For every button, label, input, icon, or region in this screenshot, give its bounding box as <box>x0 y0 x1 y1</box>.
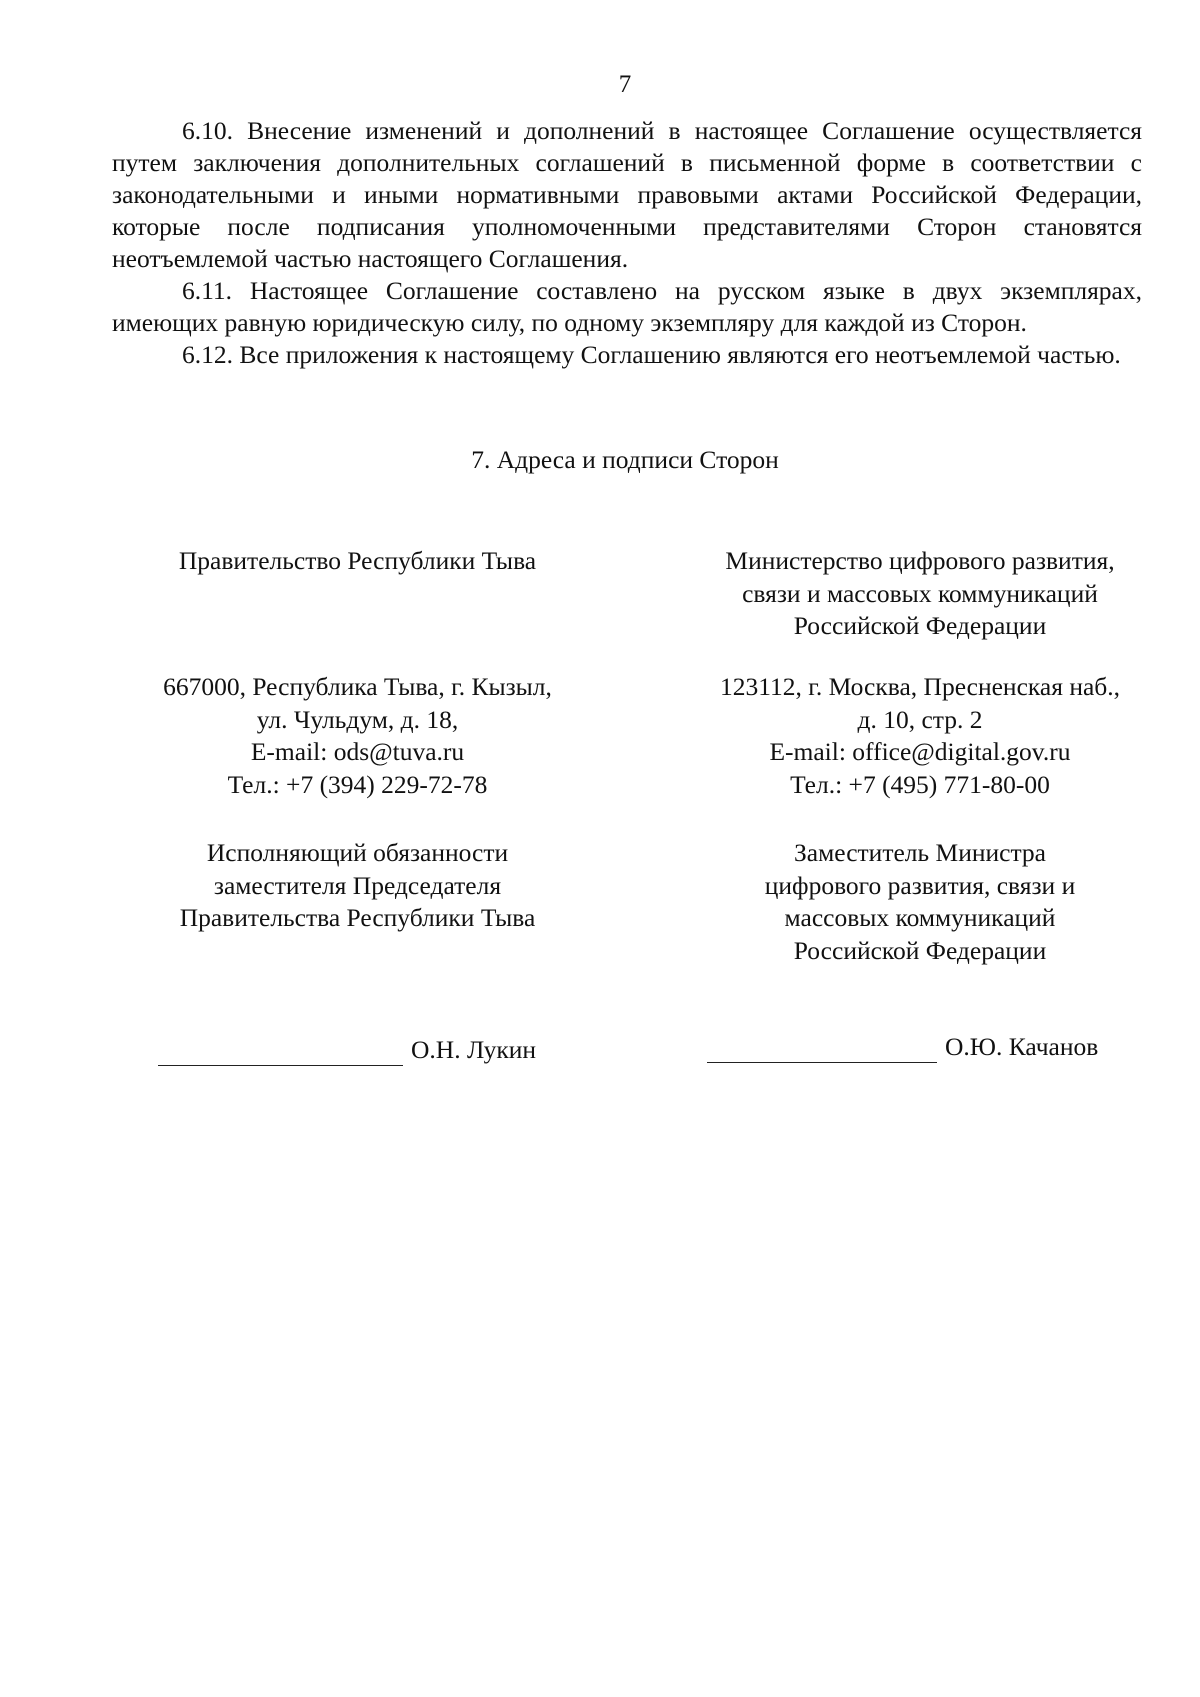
right-address-line: 123112, г. Москва, Пресненская наб., <box>719 672 1121 701</box>
right-party-name <box>690 545 1150 643</box>
left-signatory-position <box>125 837 590 935</box>
left-signatory-name: О.Н. Лукин <box>411 1035 537 1064</box>
left-party-name-line: Правительство Республики Тыва <box>178 546 537 575</box>
right-signature-line <box>707 1036 937 1063</box>
right-address-line: д. 10, стр. 2 <box>857 704 983 734</box>
section-6-text <box>112 115 1142 371</box>
paragraph-6-12: 6.12. Все приложения к настоящему Соглашению являются его неотъемлемой частью. <box>182 340 1121 369</box>
paragraph-6-10: 6.10. Внесение изменений и дополнений в настоящее Соглашение осуществляется путем заключения дополнительных соглашений в письменной форме в соответствии с законодательными и иными нормативными правовыми актами Российской Федерации, которые после подписания уполномоченными представителями Сторон становятся неотъемлемой частью настоящего Соглашения. <box>112 116 1142 273</box>
right-party-name-line: Российской Федерации <box>793 611 1047 640</box>
page-number: 7 <box>618 71 632 98</box>
right-party-name-line: Министерство цифрового развития, <box>725 546 1115 575</box>
left-address-line: 667000, Республика Тыва, г. Кызыл, <box>163 672 552 701</box>
paragraph-6-11: 6.11. Настоящее Соглашение составлено на русском языке в двух экземплярах, имеющих равную юридическую силу, по одному экземпляру для каждой из Сторон. <box>112 276 1142 337</box>
right-position-line: Российской Федерации <box>793 935 1047 965</box>
right-signature <box>707 1031 1098 1063</box>
left-address-line: ул. Чульдум, д. 18, <box>256 704 459 734</box>
left-position-line: Правительства Республики Тыва <box>179 903 536 932</box>
left-party-name <box>125 545 590 578</box>
right-signatory-position <box>690 837 1150 967</box>
left-party-address <box>125 671 590 801</box>
right-signatory-name: О.Ю. Качанов <box>945 1032 1099 1061</box>
right-party-address <box>690 671 1150 801</box>
left-signature <box>158 1034 536 1066</box>
section-heading: 7. Адреса и подписи Сторон <box>471 445 779 474</box>
left-email: E-mail: ods@tuva.ru <box>250 737 465 766</box>
right-position-line: массовых коммуникаций <box>784 903 1056 932</box>
right-email: E-mail: office@digital.gov.ru <box>769 737 1071 766</box>
right-position-line: цифрового развития, связи и <box>764 870 1076 900</box>
right-position-line: Заместитель Министра <box>794 838 1046 867</box>
left-position-line: Исполняющий обязанности <box>206 838 509 867</box>
left-phone: Тел.: +7 (394) 229-72-78 <box>227 769 488 799</box>
right-party-name-line: связи и массовых коммуникаций <box>742 578 1098 608</box>
left-position-line: заместителя Председателя <box>213 870 502 900</box>
right-phone: Тел.: +7 (495) 771-80-00 <box>790 769 1050 799</box>
left-signature-line <box>158 1039 403 1066</box>
